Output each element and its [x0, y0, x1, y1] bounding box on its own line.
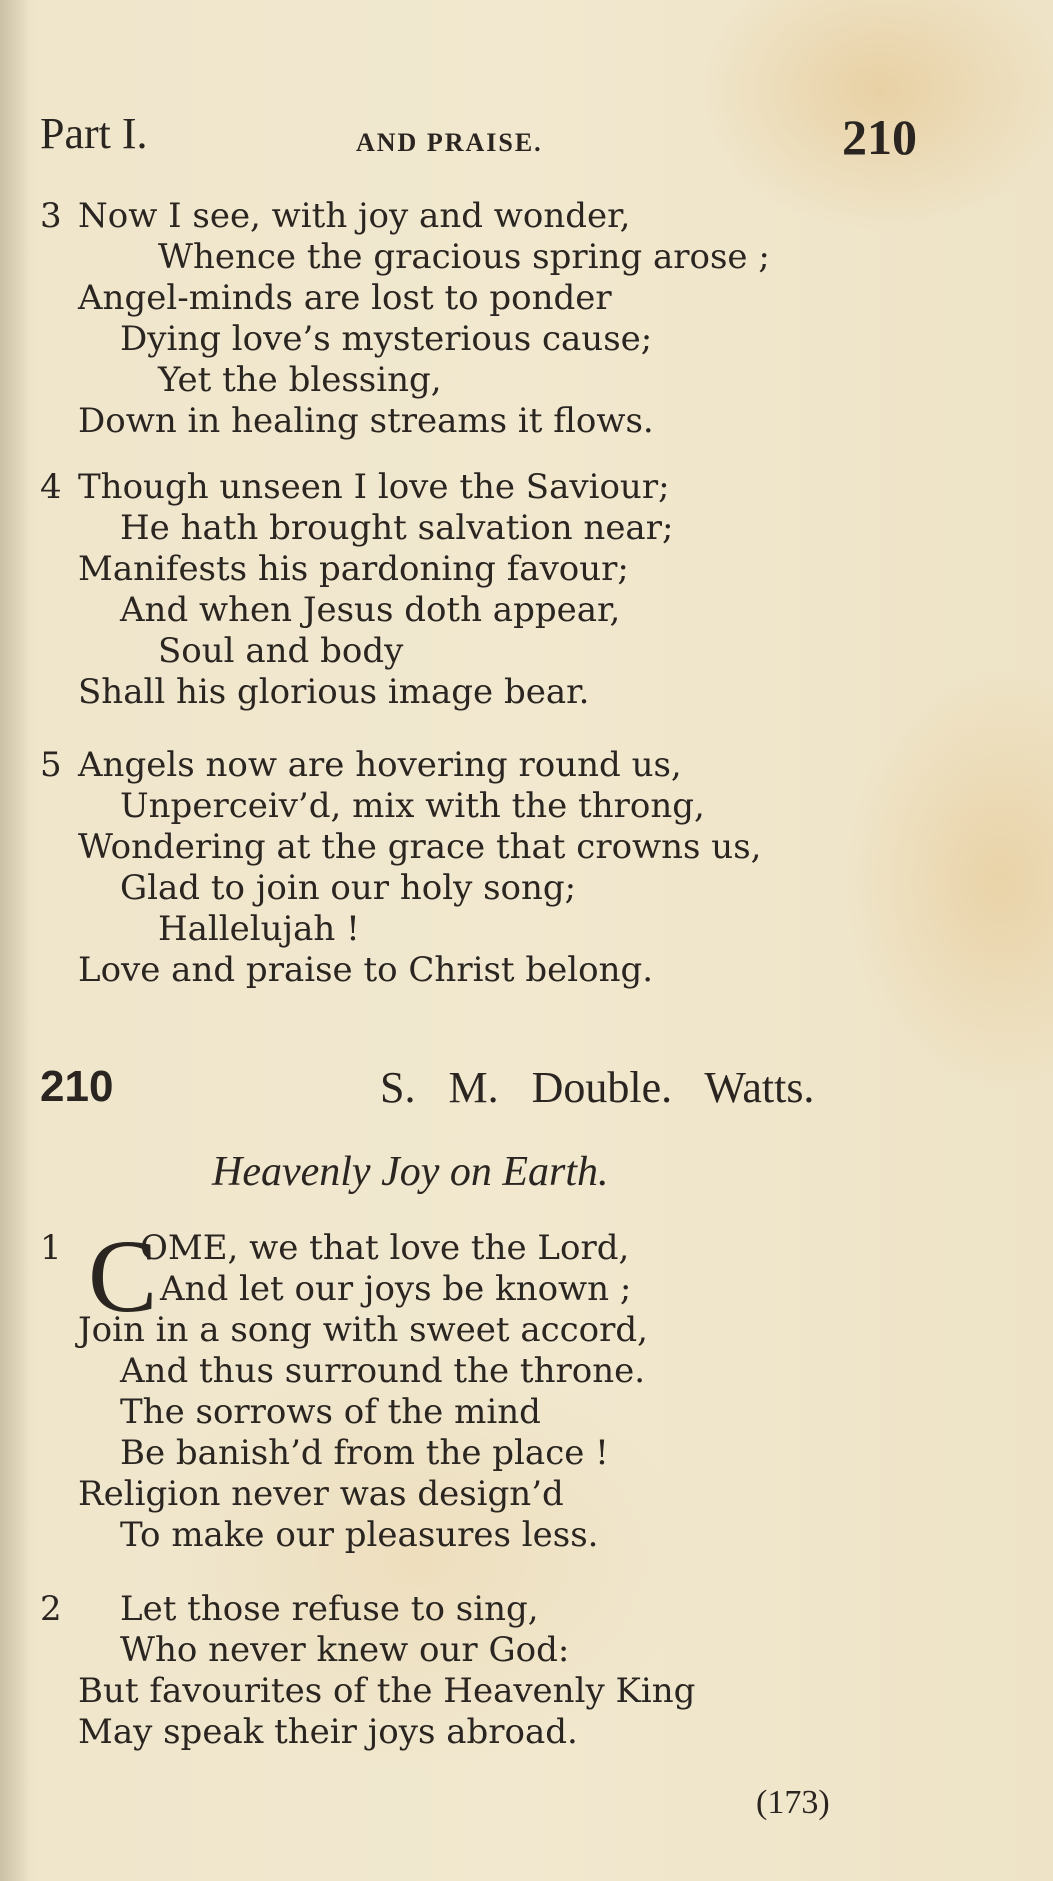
- verse-text: Yet the blessing,: [158, 360, 442, 400]
- verse-line: [40, 467, 940, 508]
- verse-text: Angels now are hovering round us,: [78, 745, 682, 785]
- verse-text: Soul and body: [158, 631, 404, 671]
- hymn-title: Heavenly Joy on Earth.: [212, 1149, 609, 1195]
- verse-text: And when Jesus doth appear,: [120, 590, 621, 630]
- verse-3: [40, 196, 940, 442]
- running-header: [0, 108, 1053, 168]
- verse-5: [40, 745, 940, 991]
- verse-text: The sorrows of the mind: [120, 1392, 541, 1432]
- verse-line: [40, 401, 940, 442]
- hymn-verse-1: [40, 1228, 940, 1556]
- verse-text: Hallelujah !: [158, 909, 360, 949]
- page-number: 210: [842, 109, 917, 165]
- verse-line: [40, 1269, 940, 1310]
- verse-line: [40, 590, 940, 631]
- verse-line: [40, 508, 940, 549]
- verse-text: Glad to join our holy song;: [120, 868, 577, 908]
- verse-line: [40, 1392, 940, 1433]
- verse-line: [40, 1671, 940, 1712]
- verse-text: Love and praise to Christ belong.: [78, 950, 654, 990]
- part-label: Part I.: [40, 109, 148, 158]
- verse-line: [40, 1474, 940, 1515]
- verse-line: [40, 1310, 940, 1351]
- verse-text: May speak their joys abroad.: [78, 1712, 578, 1752]
- verse-line: [40, 786, 940, 827]
- verse-text: Whence the gracious spring arose ;: [158, 237, 770, 277]
- verse-4: [40, 467, 940, 713]
- verse-line: [40, 237, 940, 278]
- verse-text: He hath brought salvation near;: [120, 508, 674, 548]
- hymn-meter-author: S. M. Double. Watts.: [380, 1063, 815, 1112]
- verse-text: Manifests his pardoning favour;: [78, 549, 629, 589]
- hymn-number: 210: [40, 1062, 114, 1111]
- verse-text: Be banish’d from the place !: [120, 1433, 609, 1473]
- verse-line: [40, 1228, 940, 1269]
- verse-line: [40, 868, 940, 909]
- verse-text: Down in healing streams it flows.: [78, 401, 654, 441]
- verse-number: 5: [40, 745, 62, 785]
- verse-text: And thus surround the throne.: [120, 1351, 646, 1391]
- verse-text: Let those refuse to sing,: [120, 1589, 539, 1629]
- verse-text: Angel-minds are lost to ponder: [78, 278, 612, 318]
- verse-line: [40, 549, 940, 590]
- verse-line: [40, 1589, 940, 1630]
- verse-text: Though unseen I love the Saviour;: [78, 467, 670, 507]
- running-title: AND PRAISE.: [356, 128, 543, 157]
- verse-text: Now I see, with joy and wonder,: [78, 196, 631, 236]
- verse-text: But favourites of the Heavenly King: [78, 1671, 696, 1711]
- verse-text: Who never knew our God:: [120, 1630, 570, 1670]
- folio-number: (173): [756, 1784, 830, 1821]
- verse-text: Religion never was design’d: [78, 1474, 564, 1514]
- verse-line: [40, 1630, 940, 1671]
- verse-text: Dying love’s mysterious cause;: [120, 319, 653, 359]
- verse-line: [40, 1515, 940, 1556]
- verse-line: [40, 672, 940, 713]
- verse-number: 1: [40, 1228, 62, 1268]
- verse-number: 3: [40, 196, 62, 236]
- verse-text: To make our pleasures less.: [120, 1515, 599, 1555]
- verse-line: [40, 745, 940, 786]
- verse-line: [40, 1433, 940, 1474]
- verse-text: And let our joys be known ;: [160, 1269, 632, 1309]
- verse-line: [40, 196, 940, 237]
- verse-line: [40, 278, 940, 319]
- verse-text: Unperceiv’d, mix with the throng,: [120, 786, 705, 826]
- verse-line: [40, 319, 940, 360]
- verse-line: [40, 360, 940, 401]
- verse-text: Shall his glorious image bear.: [78, 672, 590, 712]
- verse-line: [40, 1351, 940, 1392]
- verse-text: Wondering at the grace that crowns us,: [78, 827, 762, 867]
- verse-text: Join in a song with sweet accord,: [78, 1310, 648, 1350]
- verse-number: 4: [40, 467, 62, 507]
- verse-line: [40, 1712, 940, 1753]
- verse-text: OME, we that love the Lord,: [140, 1228, 630, 1268]
- verse-number: 2: [40, 1589, 62, 1629]
- page-gutter-shadow: [0, 0, 30, 1881]
- verse-line: [40, 909, 940, 950]
- verse-line: [40, 827, 940, 868]
- hymn-verse-2: [40, 1589, 940, 1753]
- drop-cap: C: [88, 1219, 158, 1334]
- verse-line: [40, 631, 940, 672]
- verse-line: [40, 950, 940, 991]
